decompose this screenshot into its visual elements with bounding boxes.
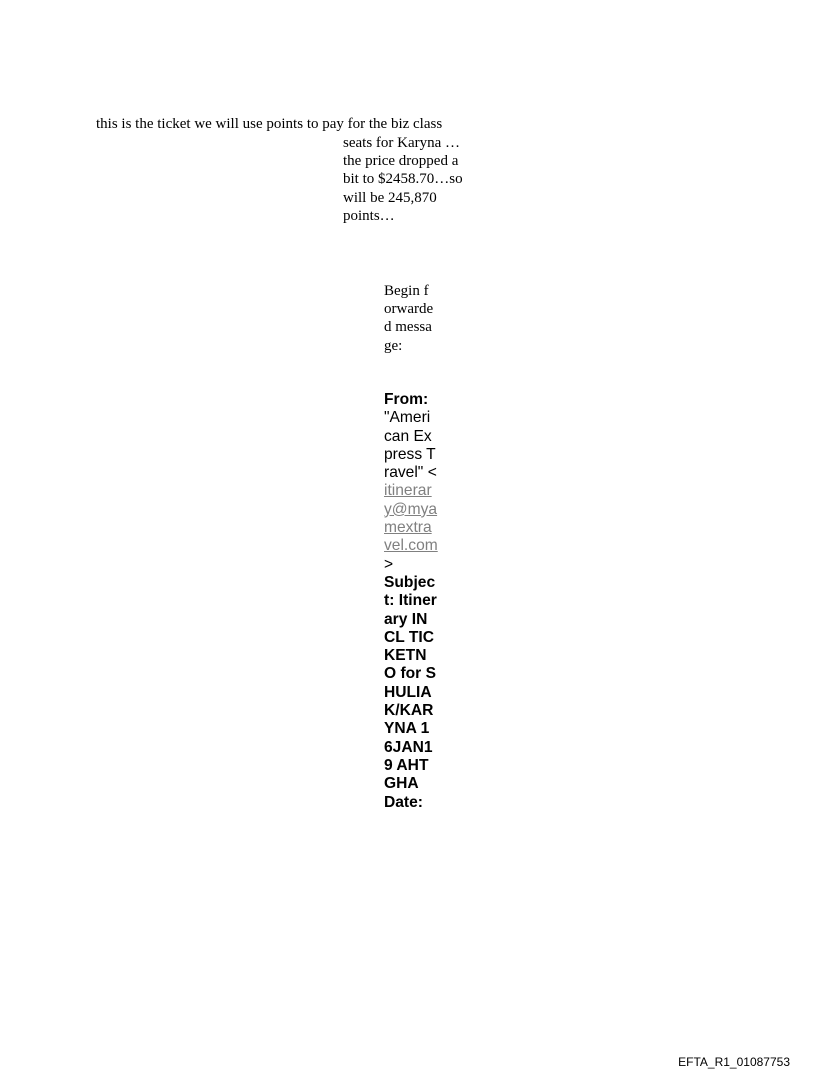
subject-label: Subject: — [384, 573, 436, 610]
from-line — [384, 391, 438, 574]
email-open-bracket: < — [427, 464, 437, 482]
date-label: Date: — [384, 793, 423, 811]
forwarded-message-intro: Begin forwarded message: — [384, 283, 434, 354]
subject-line — [384, 574, 438, 794]
email-close-bracket: > — [384, 555, 394, 573]
note-first-line: this is the ticket we will use points to pay for the biz class — [96, 116, 443, 132]
document-id: EFTA_R1_01087753 — [678, 1055, 790, 1069]
subject-value: Itinerary INCL TICKETNO for SHULIAK/KARYNA 16JAN19 AHTGHA — [384, 592, 437, 793]
sender-email-link[interactable]: itinerary@myamextravel.com — [384, 482, 438, 555]
email-headers — [384, 391, 438, 812]
note-continuation: seats for Karyna …the price dropped a bit to $2458.70…so will be 245,870 points… — [343, 135, 463, 224]
from-name: "American Express Travel" — [384, 409, 436, 482]
from-label: From: — [384, 391, 429, 408]
date-line — [384, 794, 438, 812]
